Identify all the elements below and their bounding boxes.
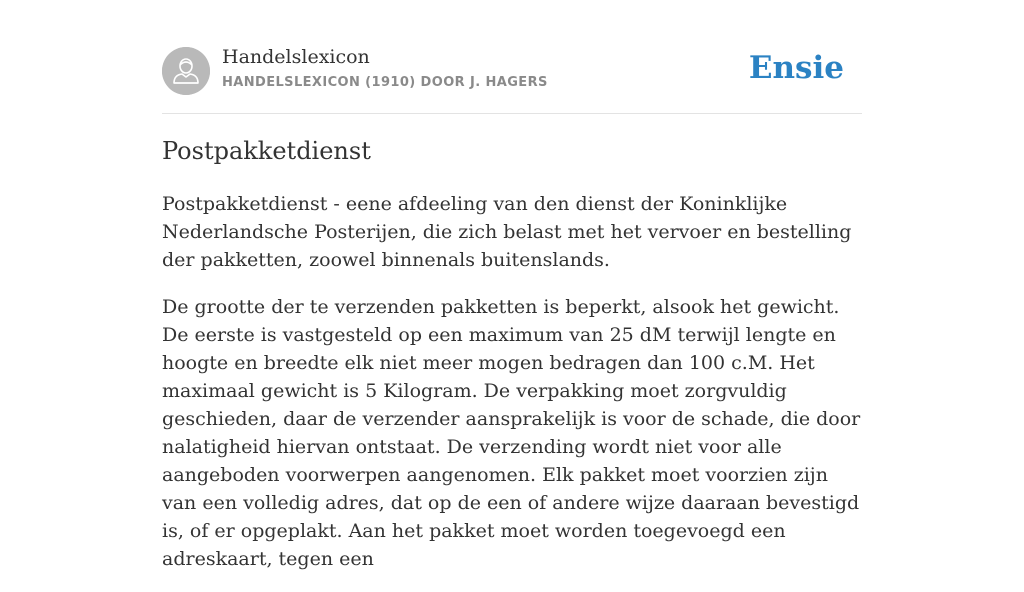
source-line[interactable]: HANDELSLEXICON (1910) DOOR J. HAGERS [222,75,548,90]
paragraph: Postpakketdienst - eene afdeeling van den dienst der Koninklijke Nederlandsche Posterijen, die zich belast met het vervoer en bestelling der pakketten, zoowel binnenals buitenslands. [162,193,852,271]
brand-logo[interactable]: Ensie [748,50,844,86]
avatar[interactable] [162,47,210,95]
paragraph: De grootte der te verzenden pakketten is beperkt, alsook het gewicht. De eerste is vastgesteld op een maximum van 25 dM terwijl lengte en hoogte en breedte elk niet meer mogen bedragen dan 100 c.M. Het maximaal gewicht is 5 Kilogram. De verpakking moet zorgvuldig geschieden, daar de verzender aansprakelijk is voor de schade, die door nalatigheid hiervan ontstaat. De verzending wordt niet voor alle aangeboden voorwerpen aangenomen. Elk pakket moet voorzien zijn van een volledig adres, dat op de een of andere wijze daaraan bevestigd is, of er opgeplakt. Aan het pakket moet worden toegevoegd een adreskaart, tegen een [162,296,861,570]
author-name[interactable]: Handelslexicon [222,46,370,68]
user-icon [162,47,210,95]
article-header [162,46,862,96]
divider [162,113,862,114]
article-body [162,190,867,592]
page-title: Postpakketdienst [162,137,371,165]
